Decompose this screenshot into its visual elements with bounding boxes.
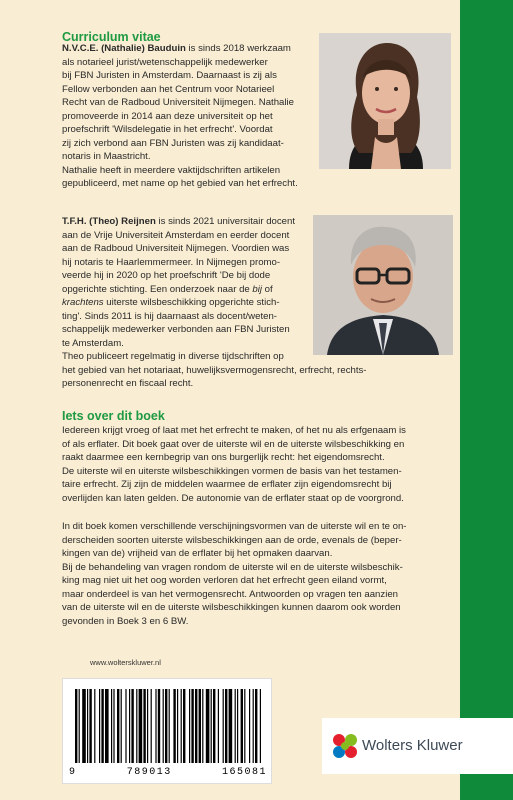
barcode-bars [71, 689, 265, 765]
wolters-kluwer-logo [322, 718, 513, 774]
author2-line-italic: krachtens uiterste wilsbeschikking opgerichte stich- [62, 297, 280, 308]
barcode-bar [223, 689, 224, 763]
author1-line-5: promoveerde in 2014 aan deze universiteit op het [62, 110, 273, 122]
barcode-bar [213, 689, 215, 763]
author1-line-4: Recht van de Radboud Universiteit Nijmegen. Nathalie [62, 97, 294, 108]
barcode-bar [129, 689, 130, 763]
barcode-bar [169, 689, 170, 763]
about-p2-line-2: kingen van de) vrijheid van de erflater bij het opmaken daarvan. [62, 548, 333, 559]
author2-name: T.F.H. (Theo) Reijnen [62, 216, 156, 227]
barcode-bar [82, 689, 86, 763]
barcode-bar [199, 689, 201, 763]
barcode-bar [191, 689, 193, 763]
about-p2-line-4: king mag niet uit het oog worden verloren dat het erfrecht geen eiland vormt, [62, 575, 387, 586]
about-p2-line-5: maar onderdeel is van het vermogensrecht. Antwoorden op vragen ten aanzien [62, 588, 398, 600]
barcode-bar [75, 689, 77, 763]
isbn-barcode [62, 678, 272, 784]
barcode-bar [79, 689, 80, 763]
italic-term: krachtens [62, 297, 104, 308]
author2-line-a-2: hij notaris te Haarlemmermeer. In Nijmegen promo- [62, 256, 281, 268]
barcode-bar [117, 689, 119, 763]
barcode-bar [101, 689, 103, 763]
barcode-bar [121, 689, 122, 763]
barcode-bar [202, 689, 203, 763]
author2-line-b-2: te Amsterdam. [62, 337, 124, 349]
barcode-bar [173, 689, 175, 763]
barcode-bar [89, 689, 91, 763]
barcode-digits: 9 789013 165081 [69, 767, 267, 778]
author2-line-a-0: aan de Vrije Universiteit Amsterdam en eerder docent [62, 229, 290, 241]
barcode-bar [94, 689, 95, 763]
barcode-bar [189, 689, 190, 763]
about-p1-line-4: taire erfrecht. Zij zijn de middelen waarmee de erflater zijn eigendomsrecht bij [62, 479, 392, 490]
about-paragraph-1 [62, 424, 406, 505]
author1-line-7: zij zich verbond aan FBN Juristen was zij kandidaat- [62, 137, 284, 149]
cv-heading: Curriculum vitae [62, 30, 161, 44]
barcode-bar [229, 689, 233, 763]
about-p1-line-5: overlijden kan laten gelden. De autonomie van de erflater staat op de voorgrond. [62, 492, 404, 504]
author1-line-3: Fellow verbonden aan het Centrum voor Notarieel [62, 83, 275, 95]
barcode-bar [253, 689, 254, 763]
author1-line-9: Nathalie heeft in meerdere vaktijdschriften artikelen [62, 164, 281, 176]
about-p1-line-3: De uiterste wil en uiterste wilsbeschikkingen vormen de basis van het testamen- [62, 465, 402, 477]
about-p2-line-6: van de uiterste wil en de uiterste wilsbeschikkingen kunnen daarom ook worden [62, 602, 401, 613]
about-p2-line-7: gevonden in Boek 3 en 6 BW. [62, 615, 189, 627]
author2-line-b-0: ting'. Sinds 2011 is hij daarnaast als docent/weten- [62, 310, 277, 322]
about-p1-line-2: raakt daarmee een kernbegrip van ons burgerlijk recht: het eigendomsrecht. [62, 452, 385, 463]
about-p2-line-3: Bij de behandeling van vragen rondom de uiterste wil en de uiterste wilsbeschik- [62, 561, 403, 573]
barcode-bar [151, 689, 152, 763]
barcode-bar [260, 689, 261, 763]
barcode-bar [241, 689, 243, 763]
about-p1-line-1: of als erflater. Dit boek gaat over de uiterste wil en de uiterste wilsbeschikking en [62, 438, 405, 450]
barcode-bar [87, 689, 88, 763]
author2-line-b-5: personenrecht en fiscaal recht. [62, 378, 194, 389]
author2-line-0: T.F.H. (Theo) Reijnen is sinds 2021 universitair docent [62, 216, 295, 227]
barcode-bar [155, 689, 156, 763]
about-paragraph-2 [62, 520, 407, 628]
barcode-bar [211, 689, 212, 763]
author2-line-a-1: aan de Radboud Universiteit Nijmegen. Voordien was [62, 243, 290, 254]
about-p2-line-1: derscheiden soorten uiterste wilsbeschikkingen aan de orde, evenals de (beper- [62, 534, 402, 546]
author1-line-0: N.V.C.E. (Nathalie) Bauduin is sinds 2018 werkzaam [62, 43, 291, 54]
barcode-bar [255, 689, 257, 763]
barcode-bar [249, 689, 250, 763]
about-heading: Iets over dit boek [62, 409, 165, 423]
author2-line-a-3: veerde hij in 2020 op het proefschrift 'De bij dode [62, 270, 271, 281]
author1-line-8: notaris in Maastricht. [62, 151, 151, 162]
barcode-bar [113, 689, 114, 763]
author1-line-2: bij FBN Juristen in Amsterdam. Daarnaast is zij als [62, 70, 277, 81]
publisher-logo-icon [330, 731, 360, 761]
barcode-bar [225, 689, 227, 763]
barcode-bar [206, 689, 210, 763]
barcode-bar [136, 689, 137, 763]
italic-term: bij [252, 283, 263, 295]
barcode-bar [105, 689, 109, 763]
barcode-bar [177, 689, 178, 763]
author1-name: N.V.C.E. (Nathalie) Bauduin [62, 43, 186, 54]
barcode-bar [147, 689, 148, 763]
barcode-bar [218, 689, 219, 763]
barcode-bar [244, 689, 245, 763]
author2-line-b-1: schappelijk medewerker verbonden aan FBN Juristen [62, 324, 290, 335]
author2-photo [313, 215, 453, 355]
barcode-bar [235, 689, 236, 763]
author2-line-b-3: Theo publiceert regelmatig in diverse tijdschriften op [62, 351, 284, 362]
author1-line-6: proefschrift 'Wilsdelegatie in het erfrecht'. Voordat [62, 124, 273, 135]
barcode-bar [158, 689, 160, 763]
about-p2-line-0: In dit boek komen verschillende verschijningsvormen van de uiterste wil en te on- [62, 521, 407, 532]
green-spine-strip [460, 0, 513, 800]
barcode-bar [125, 689, 126, 763]
barcode-bar [111, 689, 112, 763]
barcode-bar [195, 689, 197, 763]
barcode-bar [181, 689, 182, 763]
author2-line-a-4: opgerichte stichting. Een onderzoek naar de bij of [62, 283, 273, 295]
author1-photo [319, 33, 451, 169]
author1-line-1: als notarieel jurist/wetenschappelijk medewerker [62, 56, 268, 68]
barcode-bar [183, 689, 185, 763]
publisher-url[interactable]: www.wolterskluwer.nl [90, 658, 161, 667]
barcode-bar [143, 689, 145, 763]
barcode-bar [131, 689, 133, 763]
barcode-bar [163, 689, 164, 763]
author1-bio [62, 42, 298, 191]
barcode-bar [99, 689, 100, 763]
publisher-logo-text: Wolters Kluwer [362, 737, 463, 754]
author2-line-b-4: het gebied van het notariaat, huwelijksvermogensrecht, erfrecht, rechts- [62, 364, 367, 376]
about-p1-line-0: Iedereen krijgt vroeg of laat met het erfrecht te maken, of het nu als erfgenaam is [62, 425, 406, 436]
author1-line-10: gepubliceerd, met name op het gebied van het erfrecht. [62, 178, 298, 189]
barcode-bar [139, 689, 143, 763]
barcode-bar [165, 689, 167, 763]
barcode-bar [237, 689, 238, 763]
